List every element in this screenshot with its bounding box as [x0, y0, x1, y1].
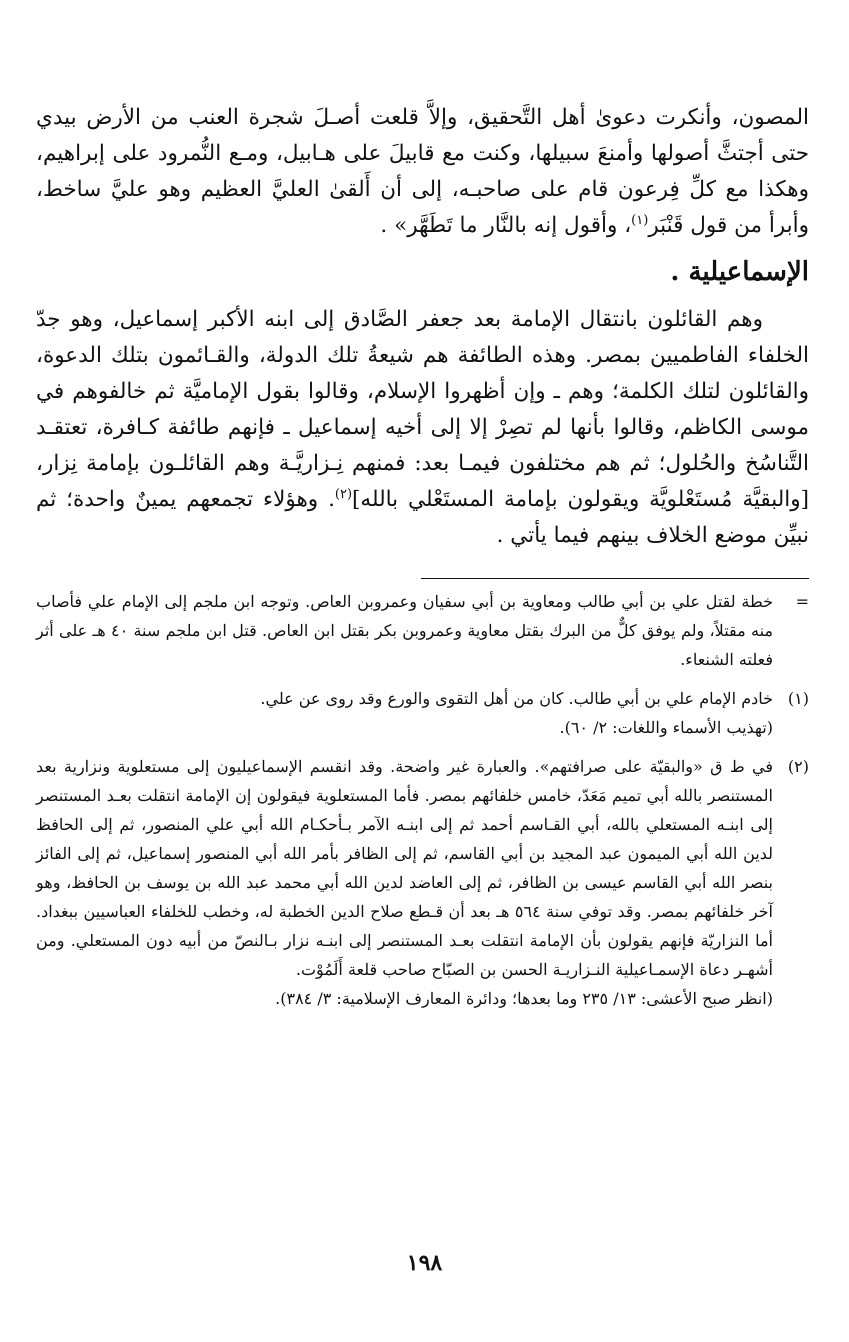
footnote-body [36, 752, 773, 1013]
section-heading: الإسماعيلية . [670, 257, 809, 287]
footnote-divider [421, 578, 809, 579]
footnote-text: خادم الإمام علي بن أبي طالب. كان من أهل التقوى والورع وقد روى عن علي. [260, 689, 773, 708]
footnote-body [36, 684, 773, 742]
footnote-marker: (٢) [787, 757, 809, 776]
body-paragraph-text: وهم القائلون بانتقال الإمامة بعد جعفر الصَّادق إلى ابنه الأكبر إسماعيل، وهو جدّ الخلفاء الفاطميين بمصر. وهذه الطائفة هم شيعةُ تلك الدولة، والقـائمون بتلك الدعوة، والقائلون لتلك الكلمة؛ وهم ـ وإن أظهروا الإسلام، وقالوا بقول الإماميَّة ثم خالفوهم في موسى الكاظم، وقالوا بأنها لم تصِرْ إلا إلى أخيه إسماعيل ـ فإنهم طائفة كـافرة، تعتقـد التَّناسُخ والحُلول؛ ثم هم مختلفون فيمـا بعد: فمنهم نِـزاريَّـة وهم القائلـون بإمامة نِزار، [والبقيَّة مُستَعْلويَّة ويقولون بإمامة المستَعْلي بالله] [36, 307, 809, 512]
footnote-2 [36, 752, 809, 1013]
footnote-body [36, 587, 773, 674]
footnote-marker: = [795, 592, 809, 611]
intro-paragraph-text: المصون، وأنكرت دعوىٰ أهل التَّحقيق، وإلاَّ قلعت أصـلَ شجرة العنب من الأرض بيدي حتى أجتثَّ أصولها وأمنعَ سبيلها، وكنت مع قابيلَ على هـابيل، ومـع النُّمرود على إبراهيم، وهكذا مع كلِّ فِرعون قام على صاحبـه، إلى أن أَلقىٰ العليَّ العظيم وهو عليَّ ساخط، وأبرأ من قول قَنْبَر [36, 105, 809, 238]
footnote-marker: (١) [787, 689, 809, 708]
footnote-text: في ط ق «والبقيّة على صرافتهم». والعبارة غير واضحة. وقد انقسم الإسماعيليون إلى مستعلوية ونزارية بعد المستنصر بالله أبي تميم مَعَدّ، خامس خلفائهم بمصر. فأما المستعلوية فيقولون إن الإمامة انتقلت بعـد المستنصر إلى ابنـه المستعلي بالله، أبي القـاسم أحمد ثم إلى ابنـه الآمر بـأحكـام الله أبي علي المنصور، ثم إلى الحافظ لدين الله أبي الميمون عبد المجيد بن أبي القاسم، ثم إلى الظافر بأمر الله أبي المنصور إسماعيل، ثم إلى الفائز بنصر الله أبي القاسم عيسى بن الظافر، ثم إلى العاضد لدين الله أبي محمد عبد الله بن يوسف بن الحافظ، وهو آخر خلفائهم بمصر. وقد توفي سنة ٥٦٤ هـ بعد أن قـطع صلاح الدين الخطبة له، وخطب للخلفاء العباسيين ببغداد. أما النزاريّة فإنهم يقولون بأن الإمامة انتقلت بعـد المستنصر إلى ابنـه نزار بـالنصّ من أبيه دون المستعلي. ومن أشهـر دعاة الإسمـاعيلية النـزاريـة الحسن بن الصبّاح صاحب قلعة أَلَمُوْت. [36, 757, 774, 979]
footnote-1 [36, 684, 809, 742]
footnote-citation: (انظر صبح الأعشى: ١٣/ ٢٣٥ وما بعدها؛ ودائرة المعارف الإسلامية: ٣/ ٣٨٤). [275, 989, 773, 1008]
main-text [36, 100, 809, 554]
footnote-reference-1: (١) [631, 212, 649, 228]
intro-paragraph-text-after: ، وأقول إنه بالنَّار ما تَطَهَّر» . [380, 213, 632, 238]
footnote-text: خطة لقتل علي بن أبي طالب ومعاوية بن أبي سفيان وعمروبن العاص. وتوجه ابن ملجم إلى الإمام علي فأصاب منه مقتلاً، ولم يوفق كلٌّ من البرك بقتل معاوية وعمروبن بكر بقتل ابن العاص. قتل ابن ملجم سنة ٤٠ هـ على أثر فعلته الشنعاء. [36, 592, 773, 669]
footnotes-section [36, 587, 809, 1013]
body-paragraph-text-after: . وهؤلاء تجمعهم يمينٌ واحدة؛ ثم نبيِّن موضع الخلاف بينهم فيما يأتي . [36, 487, 809, 548]
footnote-reference-2: (٢) [334, 486, 353, 502]
page-number: ١٩٨ [406, 1250, 443, 1275]
footnote-citation: (تهذيب الأسماء واللغات: ٢/ ٦٠). [559, 718, 773, 737]
footnote-continued [36, 587, 809, 674]
intro-paragraph [36, 100, 809, 244]
body-paragraph [36, 302, 809, 554]
